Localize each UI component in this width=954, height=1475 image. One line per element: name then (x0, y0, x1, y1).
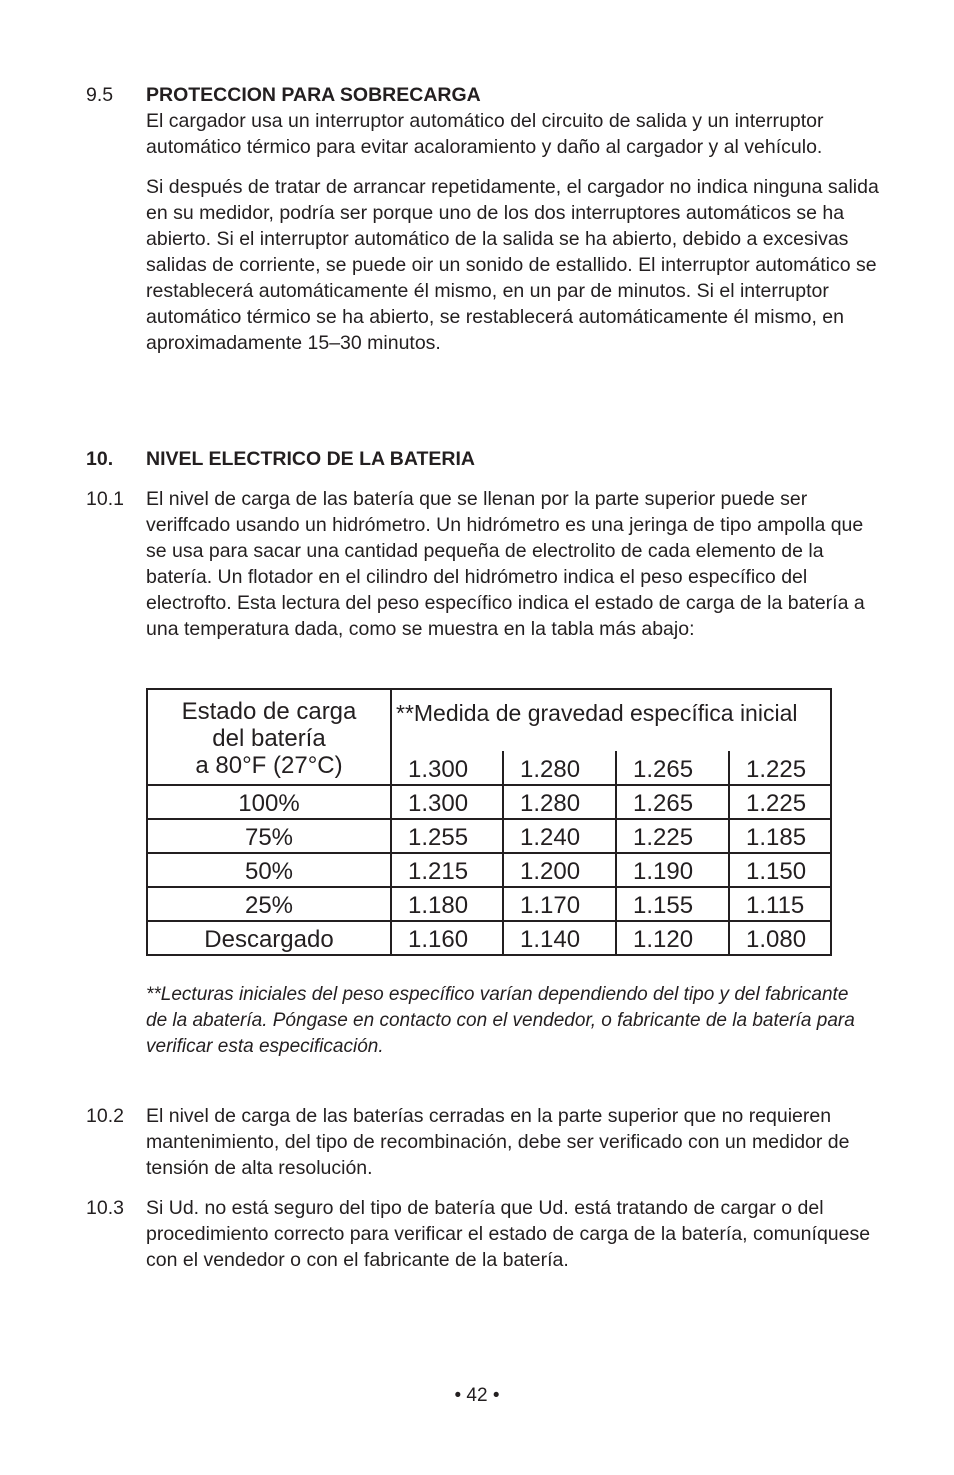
table-header-row (147, 689, 831, 751)
value-cell: 1.215 (391, 853, 503, 887)
value-cell: 1.225 (616, 819, 729, 853)
value-cell: 1.155 (616, 887, 729, 921)
value-cell: 1.160 (391, 921, 503, 955)
value-cell: 1.120 (616, 921, 729, 955)
paragraph: Si Ud. no está seguro del tipo de batería que Ud. está tratando de cargar o del procedimiento correcto para verificar el estado de carga de la batería, comuníquese con el vendedor o con el fabricante de la batería. (146, 1197, 871, 1271)
value-cell: 1.170 (503, 887, 616, 921)
section-10-1 (86, 486, 886, 642)
section-number: 10. (86, 448, 114, 470)
value-cell: 1.180 (391, 887, 503, 921)
section-title: PROTECCION PARA SOBRECARGA (146, 84, 481, 106)
value-cell: 1.240 (503, 819, 616, 853)
value-cell: 1.300 (391, 785, 503, 819)
value-cell: 1.190 (616, 853, 729, 887)
value-cell: 1.185 (729, 819, 831, 853)
value-cell: 1.225 (729, 785, 831, 819)
state-cell: 50% (147, 853, 391, 887)
gravity-column-header: 1.265 (616, 751, 729, 785)
section-number: 10.2 (86, 1105, 124, 1127)
table-row (147, 819, 831, 853)
specific-gravity-table (146, 688, 832, 956)
state-cell: 25% (147, 887, 391, 921)
section-10-2 (86, 1103, 886, 1181)
state-cell: Descargado (147, 921, 391, 955)
table-row (147, 921, 831, 955)
paragraph: El nivel de carga de las baterías cerradas en la parte superior que no requieren mantenimiento, del tipo de recombinación, debe ser verificado con un medidor de tensión de alta resolución. (146, 1105, 850, 1179)
value-cell: 1.200 (503, 853, 616, 887)
section-10 (86, 446, 886, 472)
paragraph: El nivel de carga de las batería que se llenan por la parte superior puede ser veriffcado usando un hidrómetro. Un hidrómetro es una jeringa de tipo ampolla que se usa para sacar una cantidad pequeña de electrolito de cada elemento de la batería. Un flotador en el cilindro del hidrómetro indica el peso específico del electrofto. Esta lectura del peso específico indica el estado de carga de la batería a una temperatura dada, como se muestra en la tabla más abajo: (146, 488, 865, 640)
value-cell: 1.150 (729, 853, 831, 887)
section-number: 9.5 (86, 84, 114, 106)
table-row (147, 853, 831, 887)
value-cell: 1.140 (503, 921, 616, 955)
table-row (147, 785, 831, 819)
value-cell: 1.255 (391, 819, 503, 853)
value-cell: 1.115 (729, 887, 831, 921)
value-cell: 1.280 (503, 785, 616, 819)
value-cell: 1.080 (729, 921, 831, 955)
gravity-column-header: 1.300 (391, 751, 503, 785)
section-number: 10.3 (86, 1197, 124, 1219)
paragraph: El cargador usa un interruptor automático del circuito de salida y un interruptor automático térmico para evitar acaloramiento y daño al cargador y al vehículo. (146, 110, 824, 158)
value-cell: 1.265 (616, 785, 729, 819)
section-number: 10.1 (86, 488, 124, 510)
state-cell: 100% (147, 785, 391, 819)
state-header (147, 689, 391, 785)
page-number: • 42 • (454, 1385, 500, 1406)
state-header-line: Estado de carga (181, 698, 357, 725)
gravity-column-header: 1.280 (503, 751, 616, 785)
table-footnote: **Lecturas iniciales del peso específico varían dependiendo del tipo y del fabricante de la abatería. Póngase en contacto con el vendedor, o fabricante de la batería para verificar esta especificación. (146, 984, 855, 1057)
table-row (147, 887, 831, 921)
section-10-3 (86, 1195, 886, 1273)
paragraph: Si después de tratar de arrancar repetidamente, el cargador no indica ninguna salida en su medidor, podría ser porque uno de los dos interruptores automáticos se ha abierto. Si el interruptor automático de la salida se ha abierto, debido a excesivas salidas de corriente, se puede oir un sonido de estallido. El interruptor automático se restablecerá automáticamente él mismo, en un par de minutos. Si el interruptor automático térmico se ha abierto, se restablecerá automáticamente él mismo, en aproximadamente 15–30 minutos. (146, 176, 879, 354)
gravity-column-header: 1.225 (729, 751, 831, 785)
state-header-line: a 80°F (27°C) (195, 752, 343, 779)
state-cell: 75% (147, 819, 391, 853)
state-header-line: del batería (212, 725, 326, 752)
section-9-5 (86, 82, 886, 356)
section-title: NIVEL ELECTRICO DE LA BATERIA (146, 448, 475, 470)
gravity-header: **Medida de gravedad específica inicial (391, 689, 831, 751)
